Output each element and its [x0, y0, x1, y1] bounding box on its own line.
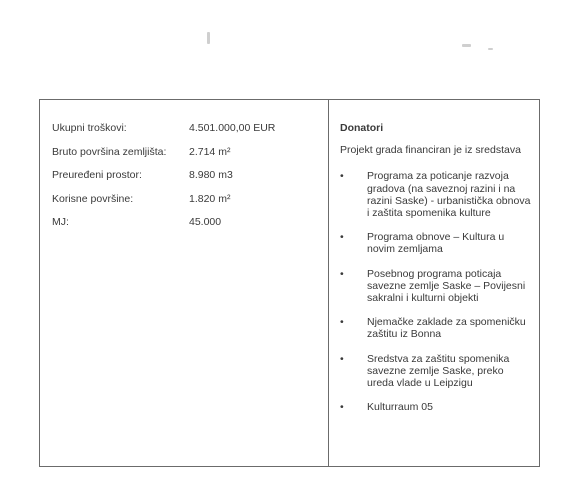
donors-title: Donatori [340, 122, 384, 134]
donor-text: Sredstva za zaštitu spomenika savezne zemlje Saske, preko ureda vlade u Leipzigu [367, 352, 510, 390]
bullet-icon: • [340, 170, 344, 183]
donor-text: Kulturraum 05 [367, 401, 433, 414]
donor-item [340, 353, 532, 390]
donors-intro: Projekt grada financiran je iz sredstava [340, 144, 521, 157]
bullet-icon: • [340, 401, 344, 414]
donor-text: Posebnog programa poticaja savezne zemlje Saske – Povijesni sakralni i kulturni objekti [367, 267, 526, 305]
scan-speck [488, 48, 493, 50]
donor-item [340, 316, 532, 340]
scan-speck [462, 44, 471, 47]
bullet-icon: • [340, 231, 344, 244]
donors-list [340, 170, 532, 413]
stat-label: Korisne površine: [52, 192, 134, 205]
bullet-icon: • [340, 352, 344, 365]
donor-item [340, 401, 532, 413]
donor-text: Programa obnove – Kultura u novim zemljama [367, 231, 505, 256]
donor-item [340, 231, 532, 255]
stat-value: 45.000 [189, 216, 222, 228]
bullet-icon: • [340, 316, 344, 329]
stat-label: Ukupni troškovi: [52, 122, 127, 134]
stat-value: 1.820 m² [189, 192, 231, 205]
stat-value: 2.714 m² [189, 145, 231, 158]
scan-speck [207, 32, 210, 44]
donor-text: Njemačke zaklade za spomeničku zaštitu iz Bonna [367, 316, 526, 341]
stat-value: 4.501.000,00 EUR [189, 122, 276, 134]
donor-item [340, 170, 532, 219]
column-divider [328, 99, 329, 467]
donor-item [340, 268, 532, 305]
bullet-icon: • [340, 267, 344, 280]
stat-label: Preuređeni prostor: [52, 169, 142, 181]
donors-section [340, 122, 532, 425]
donor-text: Programa za poticanje razvoja gradova (na saveznoj razini i na razini Saske) - urbanistička obnova i zaštita spomenika kulture [367, 170, 531, 220]
stat-label: Bruto površina zemljišta: [52, 145, 167, 158]
stat-value: 8.980 m3 [189, 169, 233, 181]
stat-label: MJ: [52, 216, 69, 228]
